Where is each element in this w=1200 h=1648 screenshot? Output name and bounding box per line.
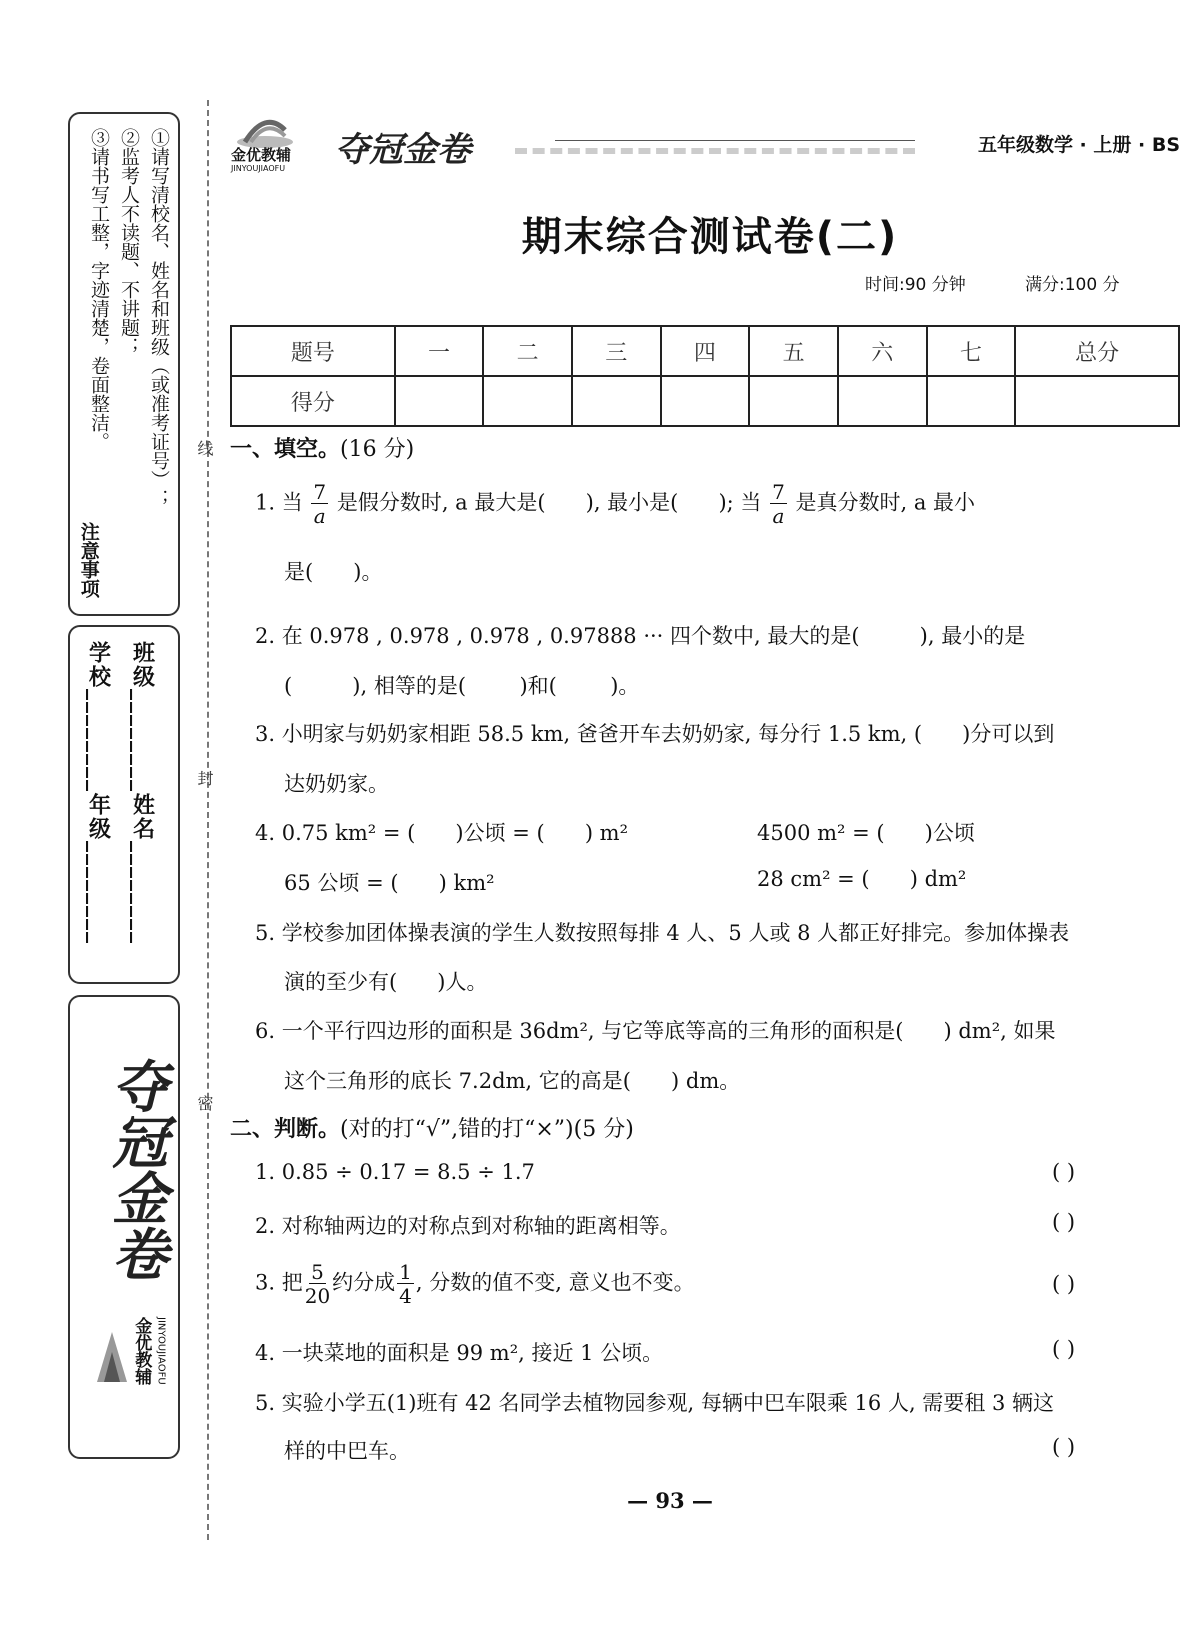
question-1-6-cont — [284, 1065, 740, 1095]
notice-line-2: ②监考人不读题、不讲题； — [118, 128, 140, 356]
q1-text-f: 是真分数时, a 最小 — [795, 490, 976, 515]
q5-tail2: )人。 — [437, 970, 488, 994]
brand-logo-icon — [92, 1327, 132, 1387]
score-cell[interactable] — [572, 376, 661, 426]
question-1-4a — [255, 817, 628, 847]
denominator: a — [313, 504, 326, 528]
q6-tail1: ) dm², 如果 — [943, 1019, 1056, 1043]
score-cell[interactable] — [1015, 376, 1179, 426]
judge-3-bracket[interactable]: ( ) — [1052, 1272, 1076, 1296]
q4-g: ) km² — [438, 871, 495, 895]
notice-line-1: ①请写清校名、姓名和班级（或准考证号）； — [148, 128, 170, 508]
cut-mark-seal: 封 — [195, 770, 214, 786]
header-rule-top — [555, 140, 915, 141]
subject-label: 五年级数学 · 上册 · BS — [977, 134, 1180, 156]
fraction-5-over-20 — [305, 1262, 330, 1306]
score-table-header-row — [231, 326, 1179, 376]
class-name-field[interactable]: 班级________姓名________ — [129, 641, 155, 945]
brand-big-text: 夺冠金卷 — [103, 1057, 168, 1281]
brand-small-text: 金优教辅 — [131, 1317, 152, 1385]
q6-tail2: ) dm。 — [671, 1069, 741, 1093]
judge-5-bracket[interactable]: ( ) — [1052, 1435, 1076, 1459]
q4-b: )公顷 = ( — [455, 821, 545, 845]
q3-line2: 达奶奶家。 — [284, 772, 389, 796]
q2-line2: ( — [284, 674, 293, 698]
score-header-cell: 一 — [395, 326, 484, 376]
judge-3 — [255, 1262, 695, 1306]
question-1-3 — [255, 718, 1054, 748]
judge-1-bracket[interactable]: ( ) — [1052, 1160, 1076, 1184]
question-1-5-cont — [284, 966, 487, 996]
denominator: 4 — [399, 1284, 412, 1308]
logo-text: 金优教辅 — [231, 146, 292, 164]
score-header-cell: 五 — [749, 326, 838, 376]
header — [225, 110, 1180, 180]
judge-1: 1. 0.85 ÷ 0.17 = 8.5 ÷ 1.7 — [255, 1160, 535, 1184]
score-header-cell: 六 — [838, 326, 927, 376]
score-header-cell: 二 — [483, 326, 572, 376]
numerator: 7 — [772, 480, 785, 504]
q5-line1: 5. 学校参加团体操表演的学生人数按照每排 4 人、5 人或 8 人都正好排完。参加体操表 — [255, 921, 1070, 945]
question-1-4d — [757, 867, 966, 891]
time-limit: 时间:90 分钟 — [865, 275, 966, 295]
judge-4: 4. 一块菜地的面积是 99 m², 接近 1 公顷。 — [255, 1341, 664, 1365]
numerator: 5 — [311, 1260, 324, 1284]
score-cell[interactable] — [749, 376, 838, 426]
section-2-points: (对的打“√”,错的打“×”)(5 分) — [340, 1117, 634, 1142]
notice-title: 注意事项 — [77, 522, 100, 598]
score-cell[interactable] — [483, 376, 572, 426]
q2-m3: )和( — [519, 674, 557, 698]
question-1-4c — [284, 867, 495, 897]
question-1-2 — [255, 620, 1025, 650]
q6-line1: 6. 一个平行四边形的面积是 36dm², 与它等底等高的三角形的面积是( — [255, 1019, 904, 1043]
score-cell[interactable] — [838, 376, 927, 426]
score-row-label: 得分 — [231, 376, 395, 426]
score-header-cell: 四 — [661, 326, 750, 376]
q6-line2: 这个三角形的底长 7.2dm, 它的高是( — [284, 1069, 631, 1093]
question-1-1 — [255, 482, 975, 526]
question-1-1-cont — [284, 556, 382, 586]
judge-5: 5. 实验小学五(1)班有 42 名同学去植物园参观, 每辆中巴车限乘 16 人, 需要租 3 辆这 — [255, 1391, 1055, 1415]
judge-2-bracket[interactable]: ( ) — [1052, 1210, 1076, 1234]
notice-line-3: ③请书写工整，字迹清楚，卷面整洁。 — [88, 128, 110, 451]
question-1-5 — [255, 917, 1069, 947]
brand-box — [68, 995, 180, 1459]
cut-mark-line: 线 — [195, 440, 214, 456]
q4-i: ) dm² — [909, 867, 967, 891]
denominator: a — [772, 504, 785, 528]
notice-box — [68, 112, 180, 616]
score-cell[interactable] — [661, 376, 750, 426]
fraction-7-over-a — [770, 482, 787, 526]
q1-text-b: 是假分数时, a 最大是( — [336, 490, 546, 515]
judge3-a: 3. 把 — [255, 1270, 303, 1295]
q4-d: 4500 m² = ( — [757, 821, 885, 845]
judge-4-bracket[interactable]: ( ) — [1052, 1337, 1076, 1361]
school-grade-field[interactable]: 学校________年级________ — [85, 641, 111, 945]
q1-text-h: )。 — [353, 560, 383, 584]
logo-pinyin: JINYOUJIAOFU — [231, 164, 286, 173]
score-header-cell: 三 — [572, 326, 661, 376]
q1-text-c: ), 最小是( — [585, 490, 679, 515]
brand-title: 夺冠金卷 — [335, 130, 471, 170]
q1-text-g: 是( — [284, 560, 314, 584]
q4-h: 28 cm² = ( — [757, 867, 870, 891]
section-1-heading — [230, 432, 414, 463]
question-1-6 — [255, 1015, 1056, 1045]
q3-tail1: )分可以到 — [962, 722, 1055, 746]
page-title: 期末综合测试卷(二) — [521, 214, 899, 260]
numerator: 7 — [313, 480, 327, 504]
q3-line1: 3. 小明家与奶奶家相距 58.5 km, 爸爸开车去奶奶家, 每分行 1.5 km, ( — [255, 722, 923, 746]
student-info-box — [68, 625, 180, 984]
q4-f: 65 公顷 = ( — [284, 871, 399, 895]
q1-text-e: ); 当 — [718, 490, 762, 515]
section-1-title: 一、填空。 — [230, 437, 341, 462]
full-score: 满分:100 分 — [1025, 275, 1120, 295]
q2-tail1: ), 最小的是 — [919, 624, 1026, 648]
q4-a: 4. 0.75 km² = ( — [255, 821, 416, 845]
cut-mark-secret: 密 — [195, 1095, 214, 1111]
q4-c: ) m² — [584, 821, 629, 845]
section-2-heading — [230, 1112, 634, 1143]
question-1-3-cont — [284, 768, 389, 798]
brand-pinyin: JINYOUJIAOFU — [155, 1317, 167, 1385]
q5-line2: 演的至少有( — [284, 970, 398, 994]
question-1-4b — [757, 817, 975, 847]
fraction-7-over-a — [311, 482, 328, 526]
judge3-c: , 分数的值不变, 意义也不变。 — [415, 1270, 695, 1295]
judge3-b: 约分成 — [332, 1270, 396, 1295]
binding-line — [207, 100, 209, 1540]
q4-e: )公顷 — [924, 821, 975, 845]
question-1-2-cont — [284, 670, 639, 700]
fraction-1-over-4 — [397, 1262, 414, 1306]
section-2-title: 二、判断。 — [230, 1117, 341, 1142]
q2-m2: ), 相等的是( — [352, 674, 467, 698]
judge-5-cont: 样的中巴车。 — [284, 1439, 410, 1463]
score-table-score-row — [231, 376, 1179, 426]
q2-line1: 2. 在 0.978 , 0.978 , 0.978 , 0.97888 ··· 四个数中, 最大的是( — [255, 624, 860, 648]
score-table — [230, 325, 1180, 427]
q1-text-a: 1. 当 — [255, 490, 303, 515]
denominator: 20 — [304, 1284, 331, 1308]
score-cell[interactable] — [395, 376, 484, 426]
section-1-points: (16 分) — [340, 437, 415, 462]
judge-2: 2. 对称轴两边的对称点到对称轴的距离相等。 — [255, 1214, 681, 1238]
header-rule — [515, 148, 915, 154]
q2-m4: )。 — [610, 674, 640, 698]
numerator: 1 — [399, 1260, 412, 1284]
score-cell[interactable] — [927, 376, 1016, 426]
page-number: — 93 — — [627, 1488, 713, 1513]
score-header-cell: 题号 — [231, 326, 395, 376]
score-header-cell: 七 — [927, 326, 1016, 376]
score-header-cell: 总分 — [1015, 326, 1179, 376]
